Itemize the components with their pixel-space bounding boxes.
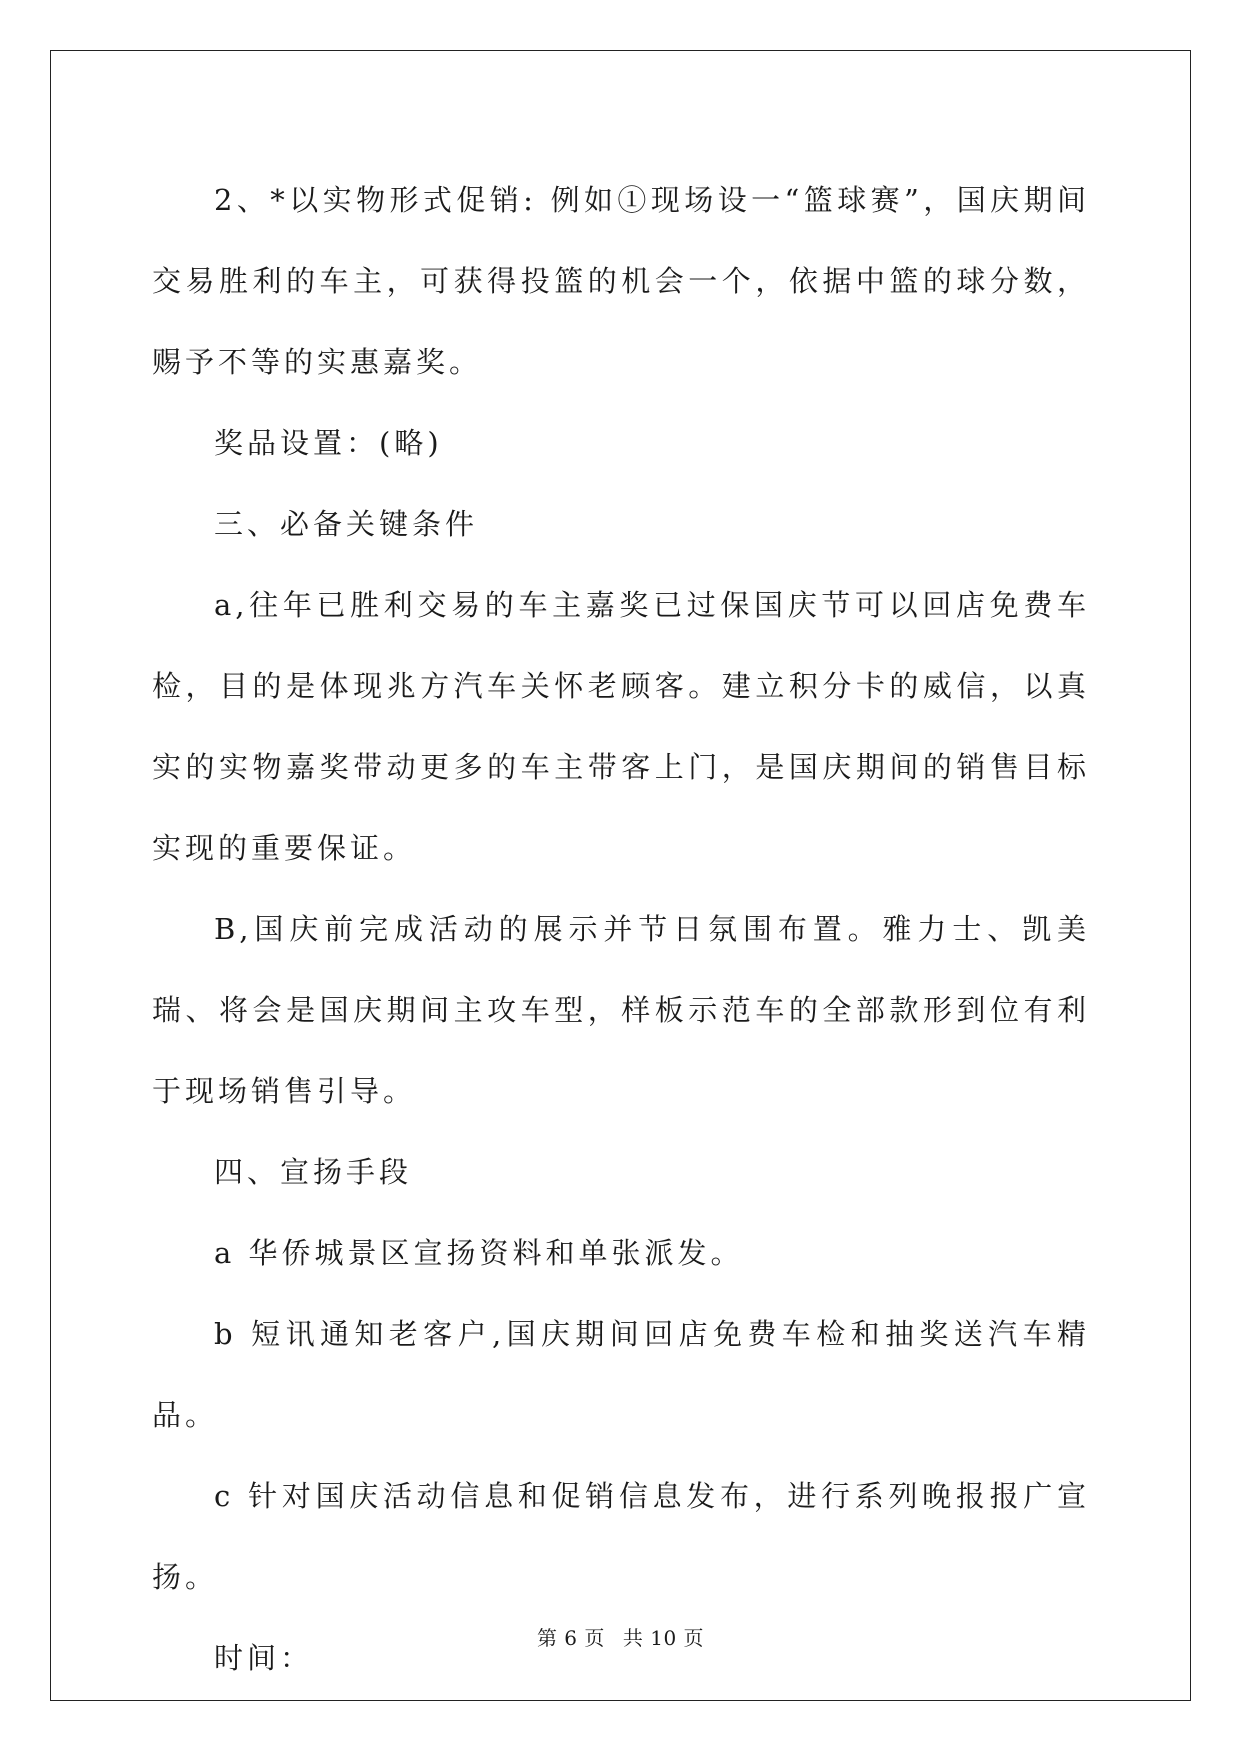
paragraph-condition-b: B,国庆前完成活动的展示并节日氛围布置。雅力士、凯美瑞、将会是国庆期间主攻车型，样板示范车的全部款形到位有利于现场销售引导。: [152, 912, 1090, 1108]
page-number: 第 6 页: [536, 1626, 605, 1650]
paragraph-prize-setting: 奖品设置：(略): [214, 426, 443, 460]
paragraph-publicity-a: a 华侨城景区宣扬资料和单张派发。: [214, 1236, 744, 1270]
heading-publicity-means: 四、宣扬手段: [214, 1155, 413, 1189]
paragraph-publicity-c: c 针对国庆活动信息和促销信息发布，进行系列晚报报广宣扬。: [152, 1479, 1090, 1594]
paragraph-publicity-b: b 短讯通知老客户,国庆期间回店免费车检和抽奖送汽车精品。: [152, 1317, 1090, 1432]
page-footer: [0, 1622, 1241, 1651]
paragraph-promotion-basketball: 2、*以实物形式促销: 例如①现场设一“篮球赛”，国庆期间交易胜利的车主，可获得投篮的机会一个，依据中篮的球分数，赐予不等的实惠嘉奖。: [152, 183, 1090, 379]
paragraph-condition-a: a,往年已胜利交易的车主嘉奖已过保国庆节可以回店免费车检，目的是体现兆方汽车关怀老顾客。建立积分卡的威信，以真实的实物嘉奖带动更多的车主带客上门，是国庆期间的销售目标实现的重要保证。: [152, 588, 1090, 865]
document-body: [152, 160, 1090, 1699]
paragraph-time: 时间：: [214, 1641, 314, 1675]
heading-key-conditions: 三、必备关键条件: [214, 507, 479, 541]
page-total: 共 10 页: [622, 1626, 705, 1650]
